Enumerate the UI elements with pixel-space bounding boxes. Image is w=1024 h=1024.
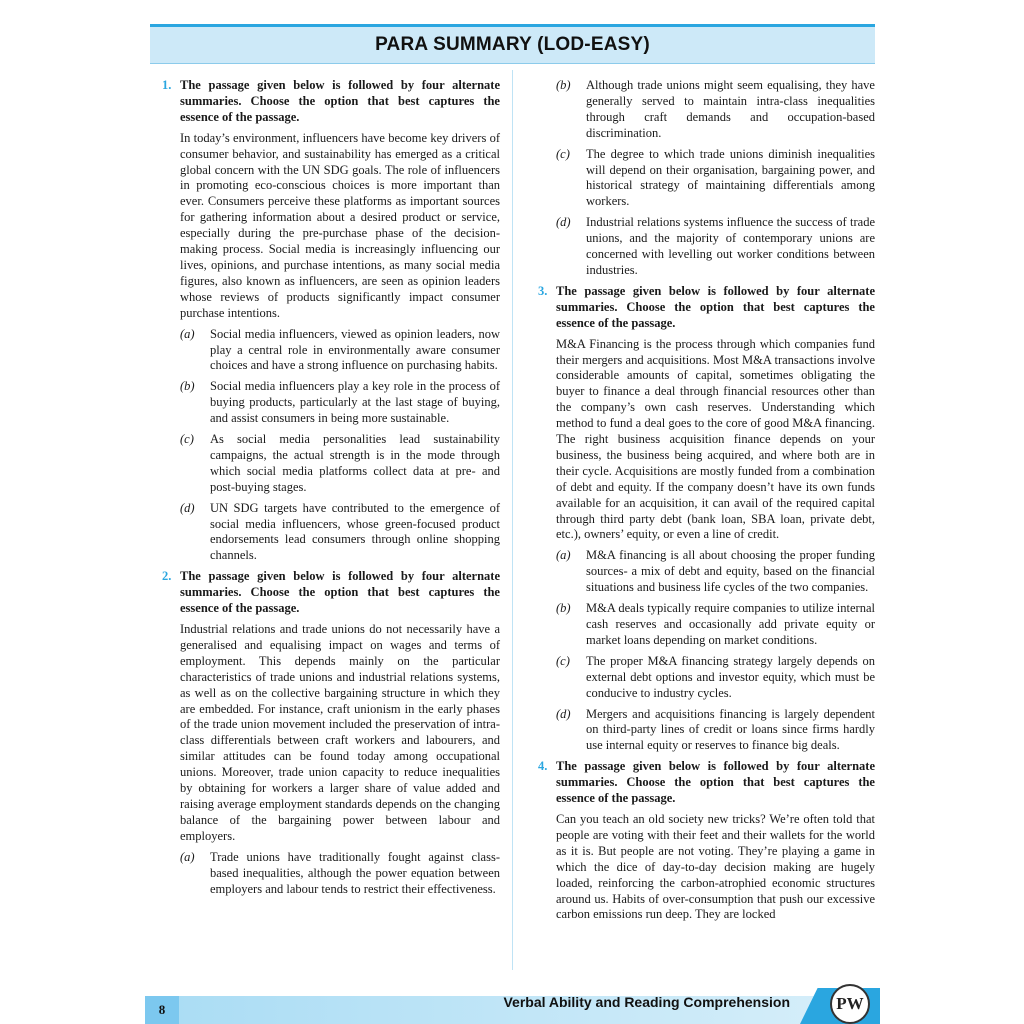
option-letter: (c) [180,432,194,447]
option-letter: (c) [556,146,570,161]
question-3 [538,284,875,754]
column-divider [512,70,513,970]
question-1 [162,78,500,564]
passage-text: Industrial relations and trade unions do not necessarily have a generalised and equalising impact on wages and terms of employment. This depends mainly on the particular characteristics of trade unions and industrial relations systems, as well as on the collective bargaining structure in which they are embedded. For instance, craft unionism in the early phases of the trade union movement included the preservation of intra-class differentials between craft workers and labourers, and similar attitudes can be found today among occupational unions. Moreover, trade union capacity to reduce inequalities by obtaining for workers a larger share of value added and raising average employment standards depends on the changing balance of the bargaining power between labour and employers. [180,622,500,843]
option-letter: (a) [180,849,195,864]
question-prompt: The passage given below is followed by four alternate summaries. Choose the option that best captures the essence of the passage. [556,759,875,806]
option-text: UN SDG targets have contributed to the emergence of social media influencers, whose green-focused product endorsements lead consumers through online shopping channels. [210,500,500,563]
question-number: 3. [538,283,548,298]
passage-text: Can you teach an old society new tricks? We’re often told that people are voting with their feet and their wallets for the world as it is. But people are not voting. They’re playing a game in which the dice of day-to-day decision making are hugely loaded, reinforcing the carbon-atrophied economic structures around us. Habits of over-consumption that push our excessive carbon emissions run deep. They are locked [556,811,875,922]
pw-logo [830,984,870,1024]
option-c [180,432,500,496]
question-prompt: The passage given below is followed by four alternate summaries. Choose the option that best captures the essence of the passage. [556,283,875,330]
question-2 [162,569,500,897]
question-header [162,569,500,617]
option-text: The degree to which trade unions diminish inequalities will depend on their organisation, bargaining power, and historical strategy of maintaining differentials among workers. [586,146,875,209]
option-text: M&A deals typically require companies to utilize internal cash reserves and occasionally add private equity or market loans depending on market conditions. [586,601,875,647]
option-text: Industrial relations systems influence the success of trade unions, and the majority of contemporary unions are concerned with levelling out worker conditions between industries. [586,215,875,277]
pw-logo-text: PW [836,994,864,1013]
option-letter: (c) [556,653,570,668]
question-header [538,284,875,332]
option-a [180,327,500,375]
question-prompt: The passage given below is followed by four alternate summaries. Choose the option that best captures the essence of the passage. [180,569,500,616]
passage-text: M&A Financing is the process through which companies fund their mergers and acquisitions. Most M&A transactions involve considerable amounts of capital, sometimes obligating the buyer to finance a deal through financial resources other than the company’s own cash reserves. Understanding which method to fund a deal goes to the core of good M&A financing. The right business acquisition finance depends on your business, the business being acquired, and where both are in their cycle. Acquisitions are mostly funded from a combination of debt and equity. If the company doesn’t have its own funds available for an acquisition, it can avail of the required capital through third party debt (bank loan, SBA loan, private debt, etc.), owners’ equity, or even a line of credit. [556,336,875,542]
option-b [180,379,500,427]
option-letter: (b) [556,601,571,616]
option-d [556,215,875,279]
question-header [538,759,875,807]
option-a [180,850,500,898]
option-text: M&A financing is all about choosing the proper funding sources- a mix of debt and equity, based on the financial situations and business life cycles of the two companies. [586,548,875,595]
footer-book-title: Verbal Ability and Reading Comprehension [503,994,790,1010]
option-b [556,78,875,142]
option-text: Mergers and acquisitions financing is largely dependent on third-party lines of credit or loans since firms hardly use internal equity or reserves to finance big deals. [586,706,875,753]
option-c [556,654,875,702]
option-b [556,601,875,649]
option-a [556,548,875,596]
option-text: The proper M&A financing strategy largely depends on external debt options and investor equity, which must be conducive to industry cycles. [586,653,875,700]
left-column [162,78,500,902]
option-text: Social media influencers play a key role in the process of buying products, particularly at the last stage of buying, and assist consumers in being more sustainable. [210,379,500,426]
option-d [556,707,875,755]
question-number: 2. [162,569,172,584]
page-number: 8 [145,996,179,1024]
option-d [180,501,500,565]
option-letter: (a) [556,548,571,563]
option-letter: (b) [556,78,571,92]
question-number: 1. [162,78,172,92]
option-letter: (d) [556,215,571,230]
header-bar [150,24,875,64]
option-text: As social media personalities lead sustainability campaigns, the actual strength is in the mode through which social media platforms collect data at pre- and post-buying stages. [210,432,500,494]
question-number: 4. [538,759,548,774]
option-letter: (d) [556,706,571,721]
option-letter: (a) [180,326,195,341]
passage-text: In today’s environment, influencers have become key drivers of consumer behavior, and sustainability has emerged as a critical global concern with the UN SDG goals. The role of influencers in promoting eco-conscious choices is more important than ever. Consumers perceive these platforms as important sources for gathering information about a desired product or service, especially during the pre-purchase phase of the decision-making process. Social media is increasingly influencing our lives, opinions, and purchase intentions, as many social media figures, also known as influencers, are seen as opinion leaders whose reviews of products significantly impact consumer purchase intentions. [180,130,500,320]
option-letter: (d) [180,500,195,515]
page-title: PARA SUMMARY (LOD-EASY) [375,34,650,55]
option-letter: (b) [180,379,195,394]
option-text: Although trade unions might seem equalising, they have generally served to maintain intra-class inequalities through craft demands and occupation-based discrimination. [586,78,875,140]
option-text: Social media influencers, viewed as opinion leaders, now play a central role in environmentally aware consumer choices and have a strong influence on purchasing habits. [210,326,500,373]
right-column [538,78,875,928]
question-4 [538,759,875,923]
question-prompt: The passage given below is followed by four alternate summaries. Choose the option that best captures the essence of the passage. [180,78,500,124]
question-header [162,78,500,126]
option-c [556,147,875,211]
option-text: Trade unions have traditionally fought against class-based inequalities, although the power equation between employers and labour tends to restrict their effectiveness. [210,849,500,896]
